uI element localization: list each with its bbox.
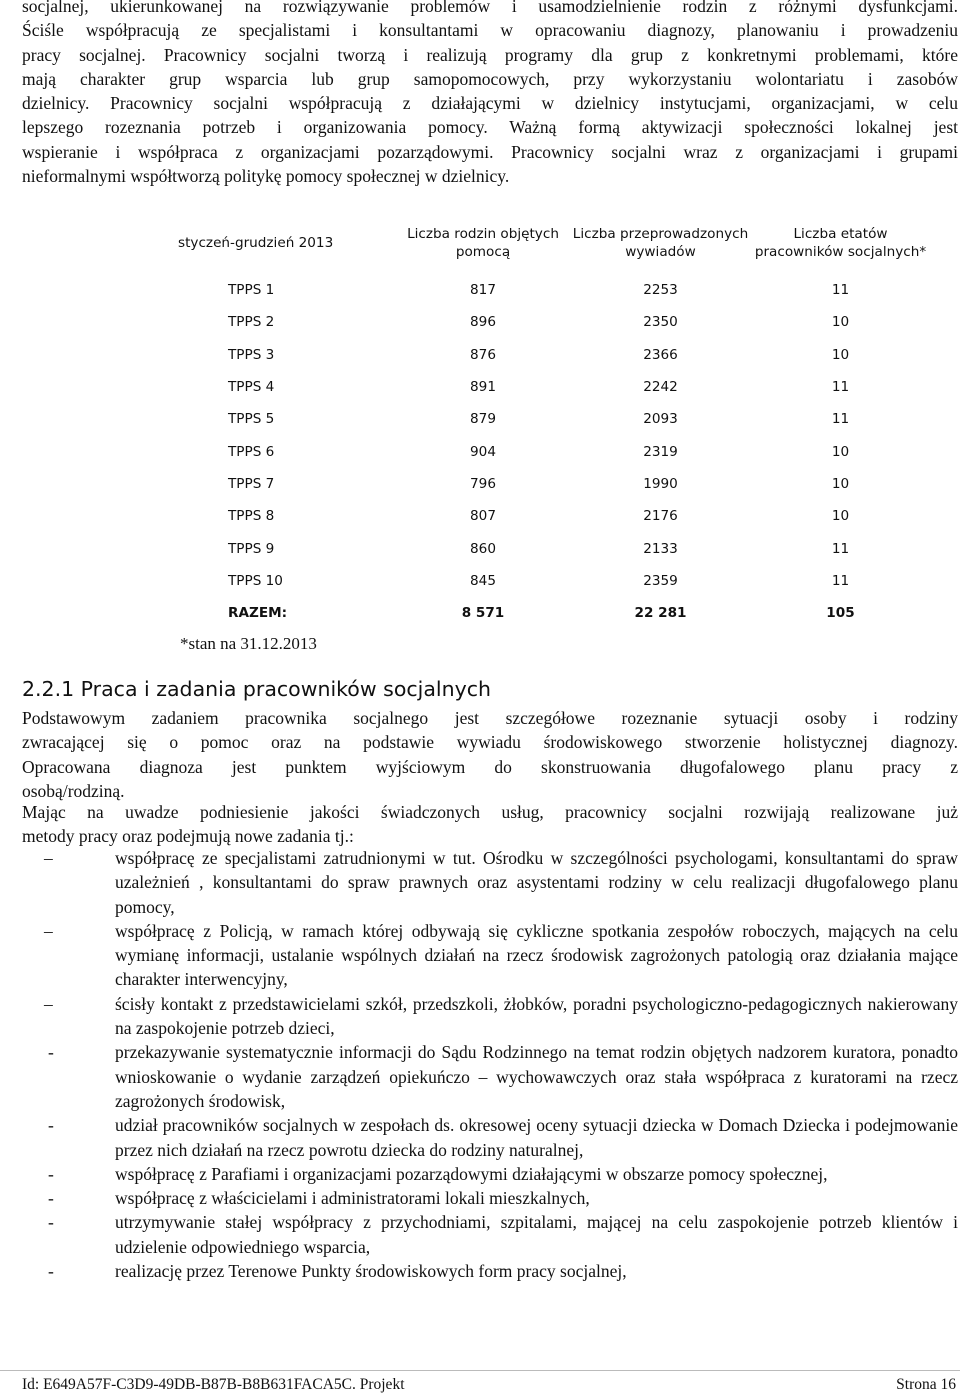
table-row — [166, 468, 928, 500]
row-positions: 10 — [831, 443, 850, 460]
row-families: 876 — [470, 346, 496, 363]
row-label: TPPS 5 — [228, 411, 275, 428]
statistics-table — [166, 212, 928, 629]
table-row — [166, 274, 928, 306]
row-families: 904 — [470, 443, 496, 460]
intro-line: mają charakter grup wsparcia lub grup samopomocowych, przy wykorzystaniu wolontariatu i zasobów — [22, 68, 958, 89]
table-total-row — [166, 597, 928, 629]
list-item — [0, 1162, 958, 1186]
row-positions: 10 — [831, 314, 850, 331]
row-positions: 11 — [831, 282, 850, 299]
intro-line: dzielnicy. Pracownicy socjalni współpracują z działającymi w dzielnicy instytucjami, organizacjami, w celu — [22, 93, 958, 114]
list-item-text: udział pracowników socjalnych w zespołach ds. okresowej oceny sytuacji dziecka w Domach Dziecka i podejmowanie przez nich działań na rzecz powrotu dziecka do rodziny naturalnej, — [115, 1115, 958, 1160]
table-row — [166, 339, 928, 371]
row-label: TPPS 4 — [228, 379, 275, 396]
row-interviews: 1990 — [643, 475, 678, 492]
row-families: 891 — [470, 379, 496, 396]
list-item — [0, 1113, 958, 1162]
paragraph-line: Opracowana diagnoza jest punktem wyjściowym do skonstruowania długofalowego planu pracy z — [22, 756, 958, 777]
list-item-text: współpracę ze specjalistami zatrudnionymi w tut. Ośrodku w szczególności psychologami, konsultantami do spraw uzależnień , konsultantami do spraw prawnych oraz asystentami rodziny w celu realizacji długofalowego planu pomocy, — [115, 848, 958, 917]
list-item — [0, 1186, 958, 1210]
total-families: 8 571 — [461, 605, 505, 622]
list-item-text: ścisły kontakt z przedstawicielami szkół, przedszkoli, żłobków, poradni psychologiczno-pedagogicznych nakierowany na zaspokojenie potrzeb dzieci, — [115, 993, 958, 1039]
row-positions: 11 — [831, 379, 850, 396]
total-interviews: 22 281 — [634, 605, 687, 622]
intro-line: Ściśle współpracują ze specjalistami i konsultantami w opracowaniu diagnozy, planowaniu i prowadzeniu — [22, 20, 958, 41]
list-bullet: - — [48, 1115, 54, 1136]
header-families: Liczba rodzin objętych pomocą — [407, 226, 559, 260]
task-list — [0, 846, 960, 1283]
table-row — [166, 565, 928, 597]
table-footnote: *stan na 31.12.2013 — [180, 634, 317, 653]
row-label: TPPS 6 — [228, 443, 275, 460]
page-footer — [0, 1370, 960, 1396]
list-item-text: współpracę z właścicielami i administratorami lokali mieszkalnych, — [115, 1188, 590, 1209]
row-families: 879 — [470, 411, 496, 428]
table-row — [166, 371, 928, 403]
list-bullet: - — [48, 1188, 54, 1209]
row-positions: 10 — [831, 475, 850, 492]
row-families: 796 — [470, 475, 496, 492]
intro-paragraph — [22, 0, 958, 188]
list-bullet: - — [48, 1163, 54, 1184]
row-families: 807 — [470, 508, 496, 525]
row-interviews: 2319 — [643, 443, 678, 460]
list-item-text: współpracę z Parafiami i organizacjami pozarządowymi działającymi w obszarze pomocy społecznej, — [115, 1163, 828, 1184]
intro-line: socjalnej, ukierunkowanej na rozwiązywanie problemów i usamodzielnienie rodzin z różnymi dysfunkcjami. — [22, 0, 958, 16]
list-bullet: – — [44, 920, 53, 941]
row-positions: 11 — [831, 540, 850, 557]
row-interviews: 2133 — [643, 540, 678, 557]
list-bullet: - — [48, 1212, 54, 1233]
list-item-text: współpracę z Policją, w ramach której odbywają się cykliczne spotkania zespołów roboczych, mających na celu wymianę informacji, ustalanie wspólnych działań na rzecz środowisk zagrożonych patologią oraz działania mające charakter interwencyjny, — [115, 920, 958, 990]
table-row — [166, 403, 928, 435]
intro-line: lepszego rozeznania potrzeb i organizowania pomocy. Ważną formą aktywizacji społeczności lokalnej jest — [22, 117, 958, 138]
row-interviews: 2359 — [643, 572, 678, 589]
row-positions: 11 — [831, 411, 850, 428]
row-interviews: 2350 — [643, 314, 678, 331]
table-row — [166, 435, 928, 467]
header-interviews: Liczba przeprowadzonych wywiadów — [572, 226, 749, 260]
paragraph-line: osobą/rodziną. — [22, 780, 125, 801]
list-bullet: - — [48, 1042, 54, 1063]
table-header-row — [166, 212, 928, 274]
list-item — [0, 1040, 958, 1113]
row-interviews: 2366 — [643, 346, 678, 363]
page-number: Strona 16 — [896, 1376, 956, 1393]
row-label: TPPS 3 — [228, 346, 275, 363]
row-interviews: 2093 — [643, 411, 678, 428]
list-item — [0, 846, 958, 919]
row-interviews: 2176 — [643, 508, 678, 525]
list-item — [0, 992, 958, 1041]
document-id: Id: E649A57F-C3D9-49DB-B87B-B8B631FACA5C. Projekt — [22, 1376, 405, 1393]
intro-line: nieformalnymi współtworzą politykę pomocy społecznej w dzielnicy. — [22, 166, 510, 187]
table-row — [166, 500, 928, 532]
list-item-text: utrzymywanie stałej współpracy z przychodniami, szpitalami, mającej na celu zaspokojenie potrzeb klientów i udzielenie odpowiedniego wsparcia, — [115, 1212, 958, 1257]
total-positions: 105 — [826, 605, 855, 622]
row-families: 845 — [470, 572, 496, 589]
list-item — [0, 919, 958, 992]
list-item — [0, 1259, 958, 1283]
intro-line: wspieranie i współpraca z organizacjami pozarządowymi. Pracownicy socjalni wraz z organizacjami i grupami — [22, 141, 958, 162]
row-label: TPPS 1 — [228, 282, 275, 299]
row-label: TPPS 2 — [228, 314, 275, 331]
row-label: TPPS 9 — [228, 540, 275, 557]
paragraph-line: zwracającej się o pomoc oraz na podstawie wywiadu środowiskowego stworzenie holistycznej diagnozy. — [22, 732, 958, 753]
row-families: 896 — [470, 314, 496, 331]
paragraph-line: metody pracy oraz podejmują nowe zadania tj.: — [22, 826, 354, 847]
table-row — [166, 306, 928, 338]
list-item-text: przekazywanie systematycznie informacji do Sądu Rodzinnego na temat rodzin objętych nadzorem kuratora, ponadto wnioskowanie o wydanie zarządzeń opiekuńczo – wychowawczych oraz stała współpraca z kuratorami na rzecz zagrożonych środowisk, — [115, 1042, 958, 1111]
paragraph-line: Mając na uwadze podniesienie jakości świadczonych usług, pracownicy socjalni rozwijają realizowane już — [22, 802, 958, 822]
row-families: 817 — [470, 282, 496, 299]
list-item — [0, 1210, 958, 1259]
section-paragraph-1 — [22, 706, 958, 803]
row-positions: 11 — [831, 572, 850, 589]
row-positions: 10 — [831, 346, 850, 363]
row-families: 860 — [470, 540, 496, 557]
section-paragraph-2 — [22, 800, 958, 849]
list-bullet: – — [44, 848, 53, 868]
row-positions: 10 — [831, 508, 850, 525]
intro-line: pracy socjalnej. Pracownicy socjalni tworzą i realizują programy dla grup z konkretnymi problemami, które — [22, 44, 958, 65]
paragraph-line: Podstawowym zadaniem pracownika socjalnego jest szczegółowe rozeznanie sytuacji osoby i rodziny — [22, 708, 958, 728]
row-label: TPPS 10 — [228, 572, 283, 589]
list-bullet: - — [48, 1261, 54, 1282]
header-positions: Liczba etatów pracowników socjalnych* — [754, 226, 927, 260]
header-period: styczeń-grudzień 2013 — [178, 235, 334, 251]
section-heading: 2.2.1 Praca i zadania pracowników socjalnych — [22, 677, 491, 701]
list-item-text: realizację przez Terenowe Punkty środowiskowych form pracy socjalnej, — [115, 1261, 627, 1282]
list-bullet: – — [44, 993, 53, 1014]
row-interviews: 2253 — [643, 282, 678, 299]
row-label: TPPS 7 — [228, 475, 275, 492]
total-label: RAZEM: — [228, 605, 288, 622]
row-label: TPPS 8 — [228, 508, 275, 525]
row-interviews: 2242 — [643, 379, 678, 396]
table-row — [166, 532, 928, 564]
